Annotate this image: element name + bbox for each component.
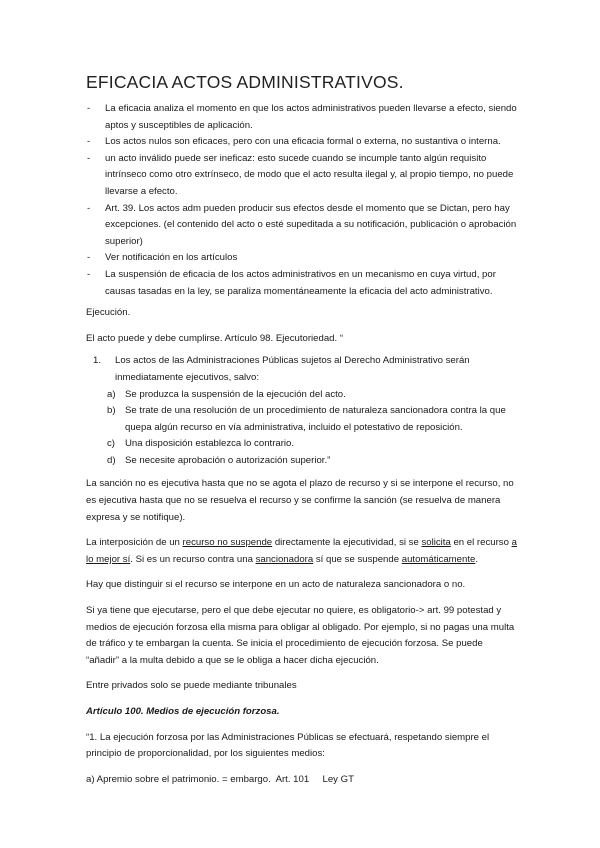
- bullet-text: Ver notificación en los artículos: [105, 252, 238, 264]
- item-letter: d): [107, 454, 116, 466]
- numbered-item: [93, 353, 518, 386]
- paragraph-privados: Entre privados solo se puede mediante tribunales: [86, 680, 297, 692]
- bullet-marker: -: [87, 152, 91, 164]
- lettered-item: [93, 403, 518, 436]
- numbered-list: [86, 353, 518, 469]
- bullet-text: Art. 39. Los actos adm pueden producir sus efectos desde el momento que se Dictan, pero hay excepciones. (el contenido del acto o esté supeditada a su notificación, publicación o aprobación superior): [105, 202, 517, 247]
- item-text: Los actos de las Administraciones Públicas sujetos al Derecho Administrativo serán inmediatamente ejecutivos, salvo:: [115, 355, 470, 383]
- bullet-marker: -: [87, 103, 91, 114]
- underlined-text: a lo mejor sí: [86, 537, 517, 565]
- item-letter: b): [107, 405, 116, 417]
- paragraph-sancion: La sanción no es ejecutiva hasta que no se agota el plazo de recurso y si se interpone el recurso, no es ejecutiva hasta que no se resuelva el recurso y se confirme la sanción (se resuelva de manera expresa y se notifique).: [86, 478, 514, 523]
- bullet-item: [86, 250, 518, 267]
- item-text: Se produzca la suspensión de la ejecución del acto.: [125, 388, 346, 400]
- bullet-marker: -: [87, 136, 91, 148]
- lettered-list: [93, 387, 518, 470]
- item-text: Se trate de una resolución de un procedimiento de naturaleza sancionadora contra la que quepa algún recurso en vía administrativa, incluido el potestativo de reposición.: [125, 405, 506, 433]
- item-text: Se necesite aprobación o autorización superior.”: [125, 454, 331, 466]
- document-body: [86, 101, 518, 797]
- paragraph-distinguir: Hay que distinguir si el recurso se interpone en un acto de naturaleza sancionadora o no.: [86, 579, 466, 591]
- bullet-item: [86, 151, 518, 201]
- bullet-item: [86, 101, 518, 134]
- underlined-text: sancionadora: [255, 553, 314, 565]
- bullet-item: [86, 134, 518, 151]
- text-span: . Si es un recurso contra una: [130, 553, 256, 565]
- bullet-marker: -: [87, 202, 91, 214]
- item-number: 1.: [93, 355, 102, 367]
- bullet-item: [86, 201, 518, 251]
- paragraph-art100: “1. La ejecución forzosa por las Administraciones Públicas se efectuará, respetando siempre el principio de proporcionalidad, por los siguientes medios:: [86, 731, 490, 760]
- document-title: EFICACIA ACTOS ADMINISTRATIVOS.: [86, 72, 404, 92]
- bullet-text: un acto inválido puede ser ineficaz: esto sucede cuando se incumple tanto algún requisito intrínseco como otro extrínseco, de modo que el acto resulta ilegal y, al propio tiempo, no puede llevarse a efecto.: [105, 152, 514, 197]
- lettered-item: [93, 387, 518, 404]
- lettered-item: [93, 436, 518, 453]
- bullet-marker: -: [87, 252, 91, 264]
- text-span: La interposición de un: [86, 537, 183, 549]
- text-span: sí que se suspende: [313, 553, 402, 565]
- underlined-text: automáticamente: [401, 553, 476, 565]
- item-letter: a): [107, 388, 116, 400]
- bullet-list: [86, 101, 518, 300]
- paragraph-apremio: a) Apremio sobre el patrimonio. = embargo. Art. 101 Ley GT: [86, 773, 354, 785]
- bullet-text: La suspensión de eficacia de los actos administrativos en un mecanismo en cuya virtud, por causas tasadas en la ley, se paraliza momentáneamente la eficacia del acto administrativo.: [105, 268, 496, 297]
- bullet-text: Los actos nulos son eficaces, pero con una eficacia formal o externa, no sustantiva o interna.: [105, 136, 501, 148]
- item-text: Una disposición establezca lo contrario.: [125, 438, 295, 450]
- text-span: en el recurso: [450, 537, 512, 549]
- underlined-text: recurso no suspende: [182, 537, 273, 549]
- text-span: directamente la ejecutividad, si se: [272, 537, 422, 549]
- bullet-marker: -: [87, 268, 91, 280]
- underlined-text: solicita: [421, 537, 451, 549]
- paragraph-ejecutarse: Si ya tiene que ejecutarse, pero el que debe ejecutar no quiere, es obligatorio-> art. 99 potestad y medios de ejecución forzosa ella misma para obligar al obligado. Por ejemplo, si no pagas una multa de tráfico y te embargan la cuenta. Se inicia el procedimiento de ejecución forzosa. Se puede “añadir” a la multa debido a que se le obliga a hacer dicha ejecución.: [86, 605, 515, 666]
- article-heading: Artículo 100. Medios de ejecución forzosa.: [86, 706, 280, 717]
- item-letter: c): [107, 438, 115, 450]
- paragraph-interposicion: [86, 535, 518, 568]
- lettered-item: [93, 453, 518, 470]
- bullet-item: [86, 267, 518, 300]
- ejecucion-label: Ejecución.: [86, 307, 131, 319]
- quote-intro: El acto puede y debe cumplirse. Artículo 98. Ejecutoriedad. “: [86, 332, 344, 344]
- text-span: .: [475, 553, 478, 565]
- bullet-text: La eficacia analiza el momento en que los actos administrativos pueden llevarse a efecto, siendo aptos y susceptibles de aplicación.: [105, 103, 517, 131]
